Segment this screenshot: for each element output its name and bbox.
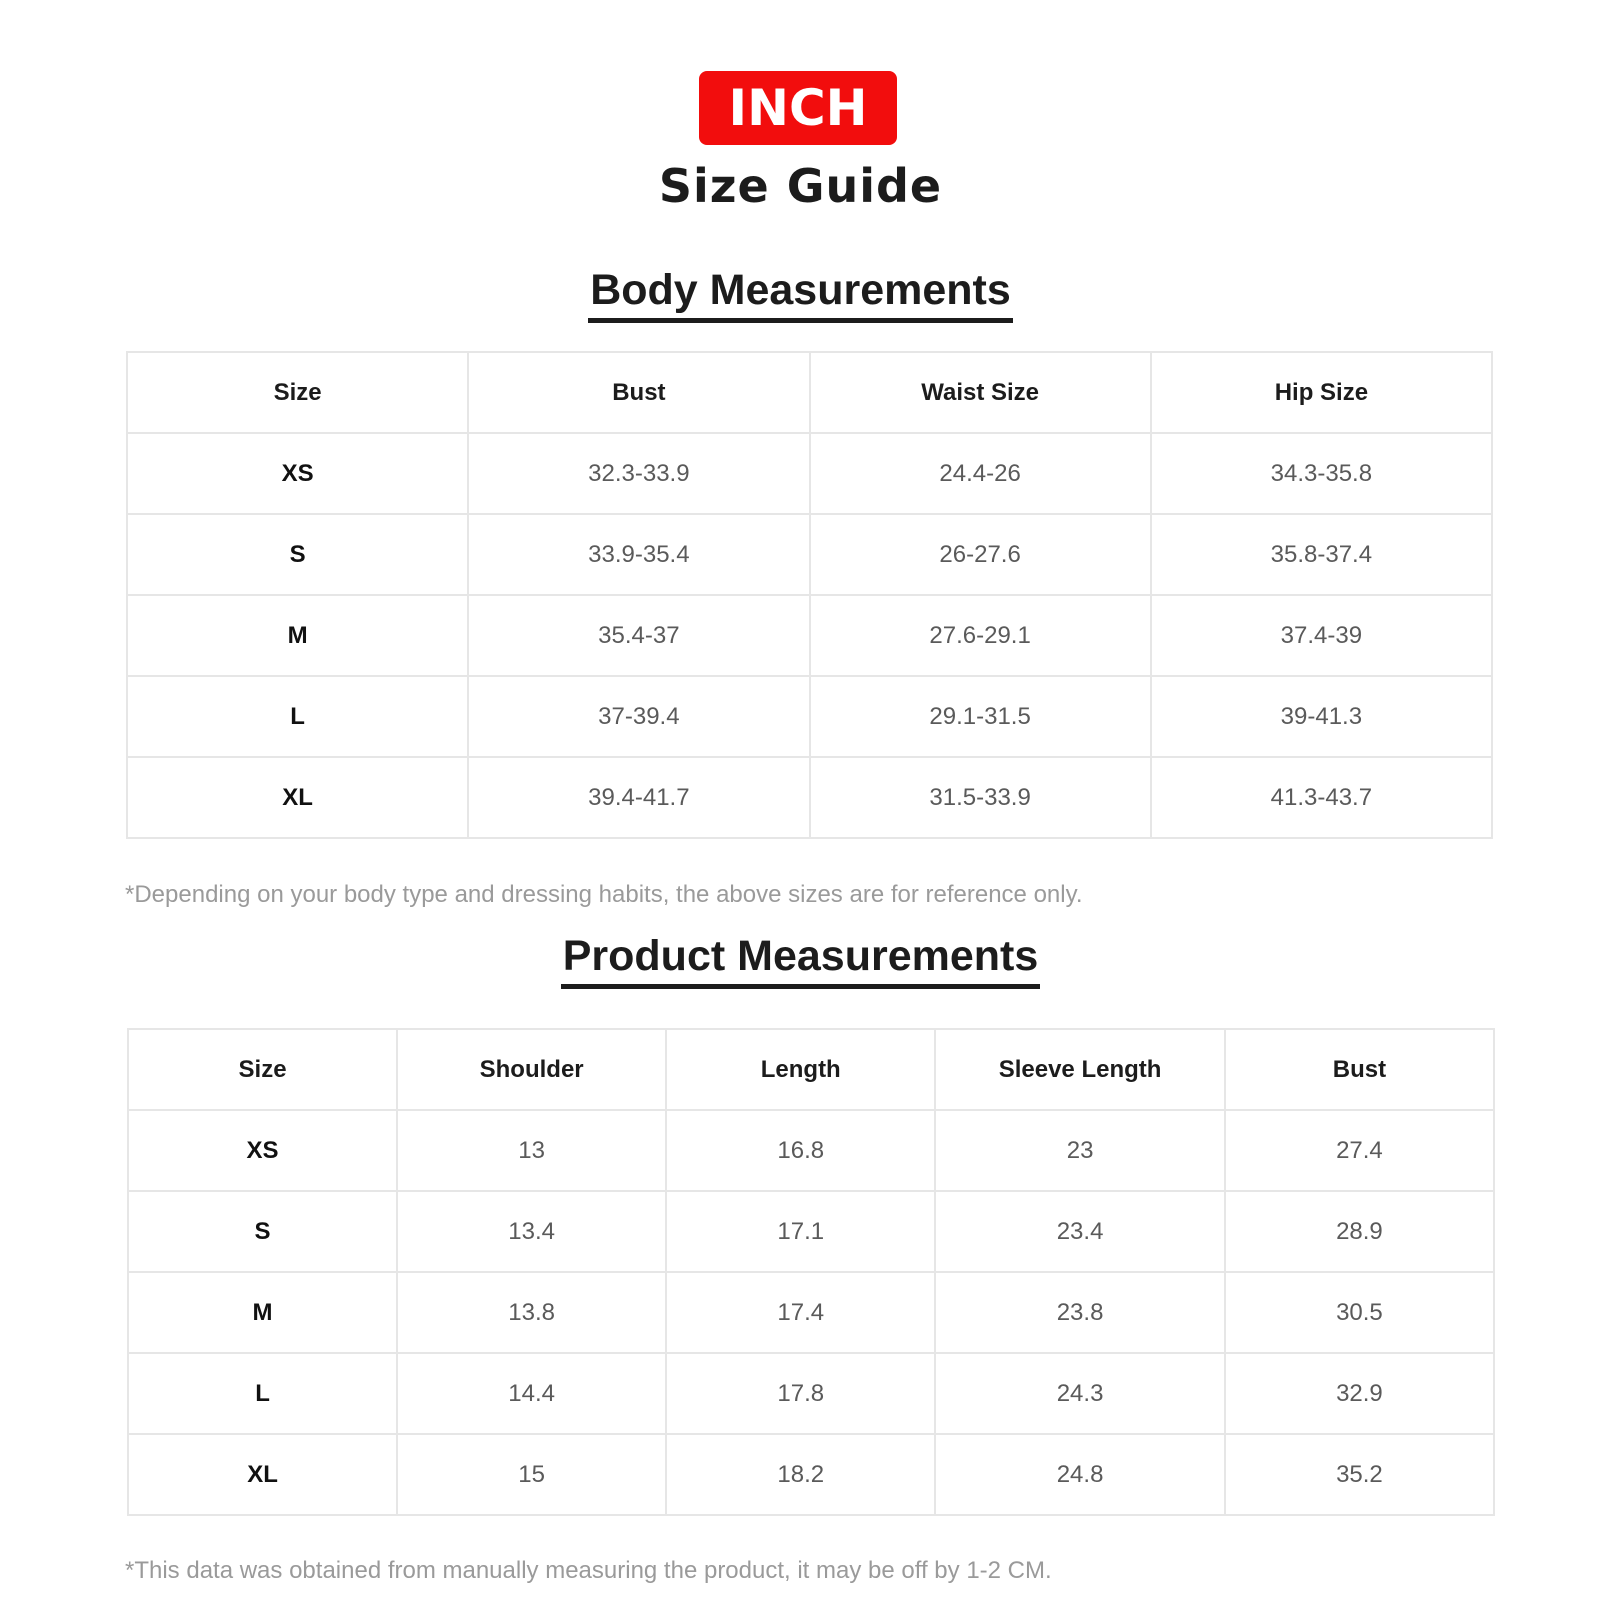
body-measurements-heading-wrap <box>0 264 1601 323</box>
hip-cell: 35.8-37.4 <box>1151 514 1492 595</box>
length-cell: 17.1 <box>666 1191 935 1272</box>
column-header-size: Size <box>128 1029 397 1110</box>
table-row <box>128 1434 1494 1515</box>
shoulder-cell: 13 <box>397 1110 666 1191</box>
column-header-bust: Bust <box>468 352 809 433</box>
sleeve-length-cell: 23.8 <box>935 1272 1225 1353</box>
size-cell: M <box>128 1272 397 1353</box>
length-cell: 18.2 <box>666 1434 935 1515</box>
size-cell: S <box>128 1191 397 1272</box>
bust-cell: 32.3-33.9 <box>468 433 809 514</box>
bust-cell: 37-39.4 <box>468 676 809 757</box>
shoulder-cell: 13.4 <box>397 1191 666 1272</box>
bust-cell: 32.9 <box>1225 1353 1494 1434</box>
bust-cell: 35.2 <box>1225 1434 1494 1515</box>
column-header-size: Size <box>127 352 468 433</box>
page-title: Size Guide <box>658 159 943 213</box>
table-row <box>127 514 1492 595</box>
bust-cell: 27.4 <box>1225 1110 1494 1191</box>
sleeve-length-cell: 23 <box>935 1110 1225 1191</box>
body-measurements-table <box>126 351 1493 839</box>
sleeve-length-cell: 23.4 <box>935 1191 1225 1272</box>
table-row <box>127 676 1492 757</box>
shoulder-cell: 14.4 <box>397 1353 666 1434</box>
table-row <box>127 757 1492 838</box>
shoulder-cell: 13.8 <box>397 1272 666 1353</box>
table-row <box>127 433 1492 514</box>
product-measurements-table <box>127 1028 1495 1516</box>
table-header-row <box>127 352 1492 433</box>
hip-cell: 39-41.3 <box>1151 676 1492 757</box>
hip-cell: 34.3-35.8 <box>1151 433 1492 514</box>
body-measurements-note: *Depending on your body type and dressing habits, the above sizes are for reference only. <box>125 881 1083 908</box>
column-header-length: Length <box>666 1029 935 1110</box>
waist-cell: 31.5-33.9 <box>810 757 1151 838</box>
shoulder-cell: 15 <box>397 1434 666 1515</box>
column-header-waist-size: Waist Size <box>810 352 1151 433</box>
bust-cell: 39.4-41.7 <box>468 757 809 838</box>
size-cell: M <box>127 595 468 676</box>
hip-cell: 41.3-43.7 <box>1151 757 1492 838</box>
size-cell: XS <box>128 1110 397 1191</box>
table-row <box>128 1191 1494 1272</box>
size-cell: L <box>127 676 468 757</box>
product-measurements-note: *This data was obtained from manually measuring the product, it may be off by 1-2 CM. <box>125 1557 1052 1584</box>
size-cell: S <box>127 514 468 595</box>
table-row <box>128 1353 1494 1434</box>
bust-cell: 28.9 <box>1225 1191 1494 1272</box>
column-header-sleeve-length: Sleeve Length <box>935 1029 1225 1110</box>
waist-cell: 29.1-31.5 <box>810 676 1151 757</box>
hip-cell: 37.4-39 <box>1151 595 1492 676</box>
size-cell: XL <box>127 757 468 838</box>
size-cell: XL <box>128 1434 397 1515</box>
size-cell: XS <box>127 433 468 514</box>
table-row <box>128 1272 1494 1353</box>
length-cell: 17.4 <box>666 1272 935 1353</box>
waist-cell: 24.4-26 <box>810 433 1151 514</box>
sleeve-length-cell: 24.8 <box>935 1434 1225 1515</box>
product-measurements-heading: Product Measurements <box>561 930 1041 989</box>
column-header-bust: Bust <box>1225 1029 1494 1110</box>
bust-cell: 35.4-37 <box>468 595 809 676</box>
bust-cell: 33.9-35.4 <box>468 514 809 595</box>
column-header-shoulder: Shoulder <box>397 1029 666 1110</box>
length-cell: 16.8 <box>666 1110 935 1191</box>
table-header-row <box>128 1029 1494 1110</box>
body-measurements-heading: Body Measurements <box>588 264 1013 323</box>
table-row <box>127 595 1492 676</box>
length-cell: 17.8 <box>666 1353 935 1434</box>
table-row <box>128 1110 1494 1191</box>
unit-badge: INCH <box>699 71 897 145</box>
waist-cell: 26-27.6 <box>810 514 1151 595</box>
size-cell: L <box>128 1353 397 1434</box>
sleeve-length-cell: 24.3 <box>935 1353 1225 1434</box>
bust-cell: 30.5 <box>1225 1272 1494 1353</box>
waist-cell: 27.6-29.1 <box>810 595 1151 676</box>
column-header-hip-size: Hip Size <box>1151 352 1492 433</box>
product-measurements-heading-wrap <box>0 930 1601 989</box>
